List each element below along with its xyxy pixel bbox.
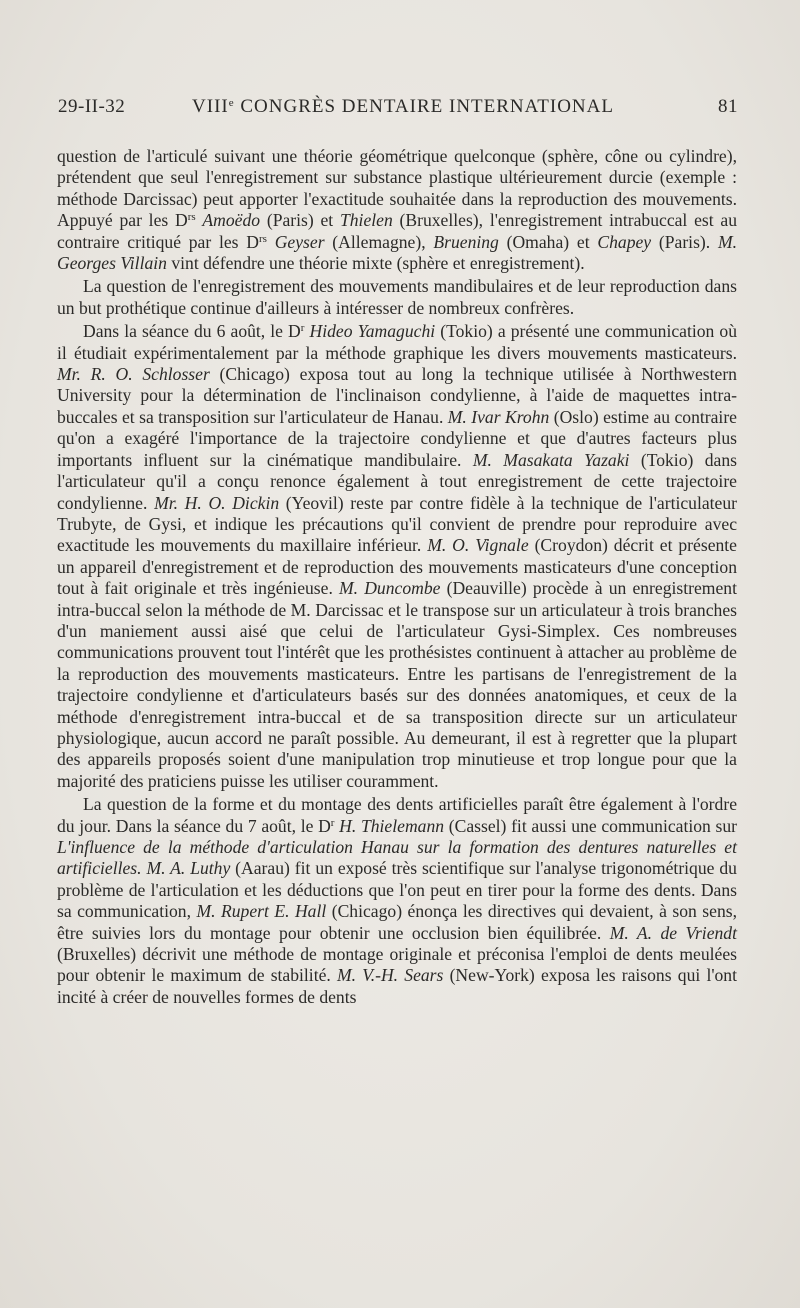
text-run: (New-York) exposa les raisons qui l'ont incité à créer de nouvelles formes de dents: [57, 965, 737, 1007]
italic-name: L'influence de la méthode d'articulation Hanau sur la formation des dentures naturelles et artificielles.: [57, 837, 737, 879]
text-run: vint défendre une théorie mixte (sphère et enregistrement).: [166, 253, 585, 274]
superscript-text: r: [300, 322, 305, 335]
text-run: [267, 232, 275, 252]
paragraph: [57, 321, 737, 792]
text-run: (Deauville) procède à un enregistrement intra-buccal selon la méthode de M. Darcissac et le transpose sur un articulateur à trois branches d'un maniement aussi aisé que celui de l'articulateur Gysi-Simplex. Ces nombreuses communications prouvent tout l'intérêt que les prothésistes continuent à attacher au problème de la reproduction des mouvements masticateurs. Entre les partisans de l'enregistrement de la trajectoire condylienne et d'articulateurs basés sur des données anatomiques, et ceux de la méthode d'enregistrement intra-buccal et de sa transposition directe sur un articulateur physiologique, aucun accord ne paraît possible. Au demeurant, il est à regretter que la plupart des appareils proposés soient d'une manipulation trop minutieuse et trop longue pour que la majorité des praticiens puisse les utiliser couramment.: [57, 578, 737, 791]
running-header: [58, 96, 738, 126]
text-run: question de l'articulé suivant une théorie géométrique quelconque (sphère, cône ou cylindre), prétendent que seul l'enregistrement sur substance plastique ultérieurement durcie (exemple : méthode Darcissac) peut apporter l'exactitude souhaitée dans la reproduction des mouvements. Appuyé par les D: [57, 146, 737, 231]
text-run: (Paris).: [651, 231, 718, 252]
text-run: (Aarau) fit un exposé très scientifique sur l'analyse trigonométrique du problème de l'articulation et les déductions que l'on peut en tirer pour la forme des dents. Dans sa communication,: [57, 858, 737, 922]
header-title-rest: CONGRÈS DENTAIRE INTERNATIONAL: [234, 96, 614, 117]
text-run: (Bruxelles), l'enregistrement intrabuccal est au contraire critiqué par les D: [57, 210, 737, 252]
text-run: (Chicago) énonça les directives qui devaient, à son sens, être suivies lors du montage pour obtenir une occlusion bien équilibrée.: [57, 901, 738, 943]
text-run: (Chicago) exposa tout au long la technique utilisée à Northwestern University pour la détermination de l'inclinaison condylienne, à l'aide de maquettes intra-buccales et sa transposition sur l'articulateur de Hanau.: [57, 364, 737, 427]
text-run: (Allemagne),: [324, 231, 434, 252]
italic-name: H. Thielemann: [339, 815, 445, 836]
text-run: (Tokio) a présenté une communication où il étudiait expérimentalement par la méthode graphique les divers mouvements masticateurs.: [57, 321, 737, 363]
paragraph: [57, 276, 737, 319]
italic-name: Bruening: [433, 231, 499, 252]
italic-name: M. A. Luthy: [146, 858, 231, 879]
italic-name: Mr. H. O. Dickin: [154, 492, 280, 513]
text-run: (Bruxelles) décrivit une méthode de montage originale et préconisa l'emploi de dents meulées pour obtenir le maximum de stabilité.: [57, 944, 737, 986]
text-run: (Oslo) estime au contraire qu'on a exagéré l'importance de la trajectoire condylienne et que d'autres facteurs plus importants influent sur la cinématique mandibulaire.: [57, 406, 737, 470]
italic-name: M. Ivar Krohn: [447, 406, 550, 427]
italic-name: Mr. R. O. Schlosser: [57, 364, 210, 385]
header-date: 29-II-32: [58, 96, 126, 117]
text-run: La question de la forme et du montage des dents artificielles paraît être également à l'ordre du jour. Dans la séance du 7 août, le D: [57, 794, 737, 836]
header-title-superscript: e: [228, 97, 235, 109]
text-run: (Cassel) fit aussi une communication sur: [444, 815, 738, 836]
italic-name: M. A. de Vriendt: [609, 922, 737, 943]
italic-name: M. Duncombe: [339, 578, 441, 599]
superscript-text: rs: [187, 211, 196, 224]
italic-name: Amoëdo: [202, 210, 261, 231]
superscript-text: r: [330, 816, 335, 829]
page-number: 81: [718, 96, 738, 117]
italic-name: M. Masakata Yazaki: [472, 449, 630, 470]
italic-name: Thielen: [339, 210, 393, 231]
body-text: [57, 146, 737, 1008]
italic-name: Hideo Yamaguchi: [309, 321, 436, 342]
text-run: (Paris) et: [260, 210, 340, 231]
superscript-text: rs: [259, 232, 267, 245]
text-run: (Omaha) et: [498, 231, 598, 252]
paragraph: [57, 146, 737, 274]
header-title: [58, 96, 738, 118]
text-run: Dans la séance du 6 août, le D: [83, 321, 301, 342]
italic-name: M. O. Vignale: [427, 535, 529, 556]
header-title-prefix: VIII: [192, 96, 229, 117]
italic-name: M. V.-H. Sears: [337, 965, 444, 986]
text-run: (Yeovil) reste par contre fidèle à la technique de l'articulateur Trubyte, de Gysi, et indique les précautions qu'il convient de prendre pour reproduire avec exactitude les mouvements du maxillaire inférieur.: [57, 492, 737, 556]
italic-name: M. Rupert E. Hall: [196, 901, 327, 922]
italic-name: M. Georges Villain: [57, 231, 737, 274]
italic-name: Chapey: [597, 231, 652, 252]
paragraph: [57, 794, 737, 1008]
text-run: La question de l'enregistrement des mouvements mandibulaires et de leur reproduction dans un but prothétique continue d'ailleurs à intéresser de nombreux confrères.: [57, 276, 737, 318]
italic-name: Geyser: [274, 231, 325, 252]
text-run: (Croydon) décrit et présente un appareil d'enregistrement et de reproduction des mouvements masticateurs d'une conception tout à fait originale et très ingénieuse.: [57, 535, 737, 599]
text-run: (Tokio) dans l'articulateur qu'il a conçu renonce également à tout enregistrement de cette trajectoire condylienne.: [57, 449, 738, 513]
